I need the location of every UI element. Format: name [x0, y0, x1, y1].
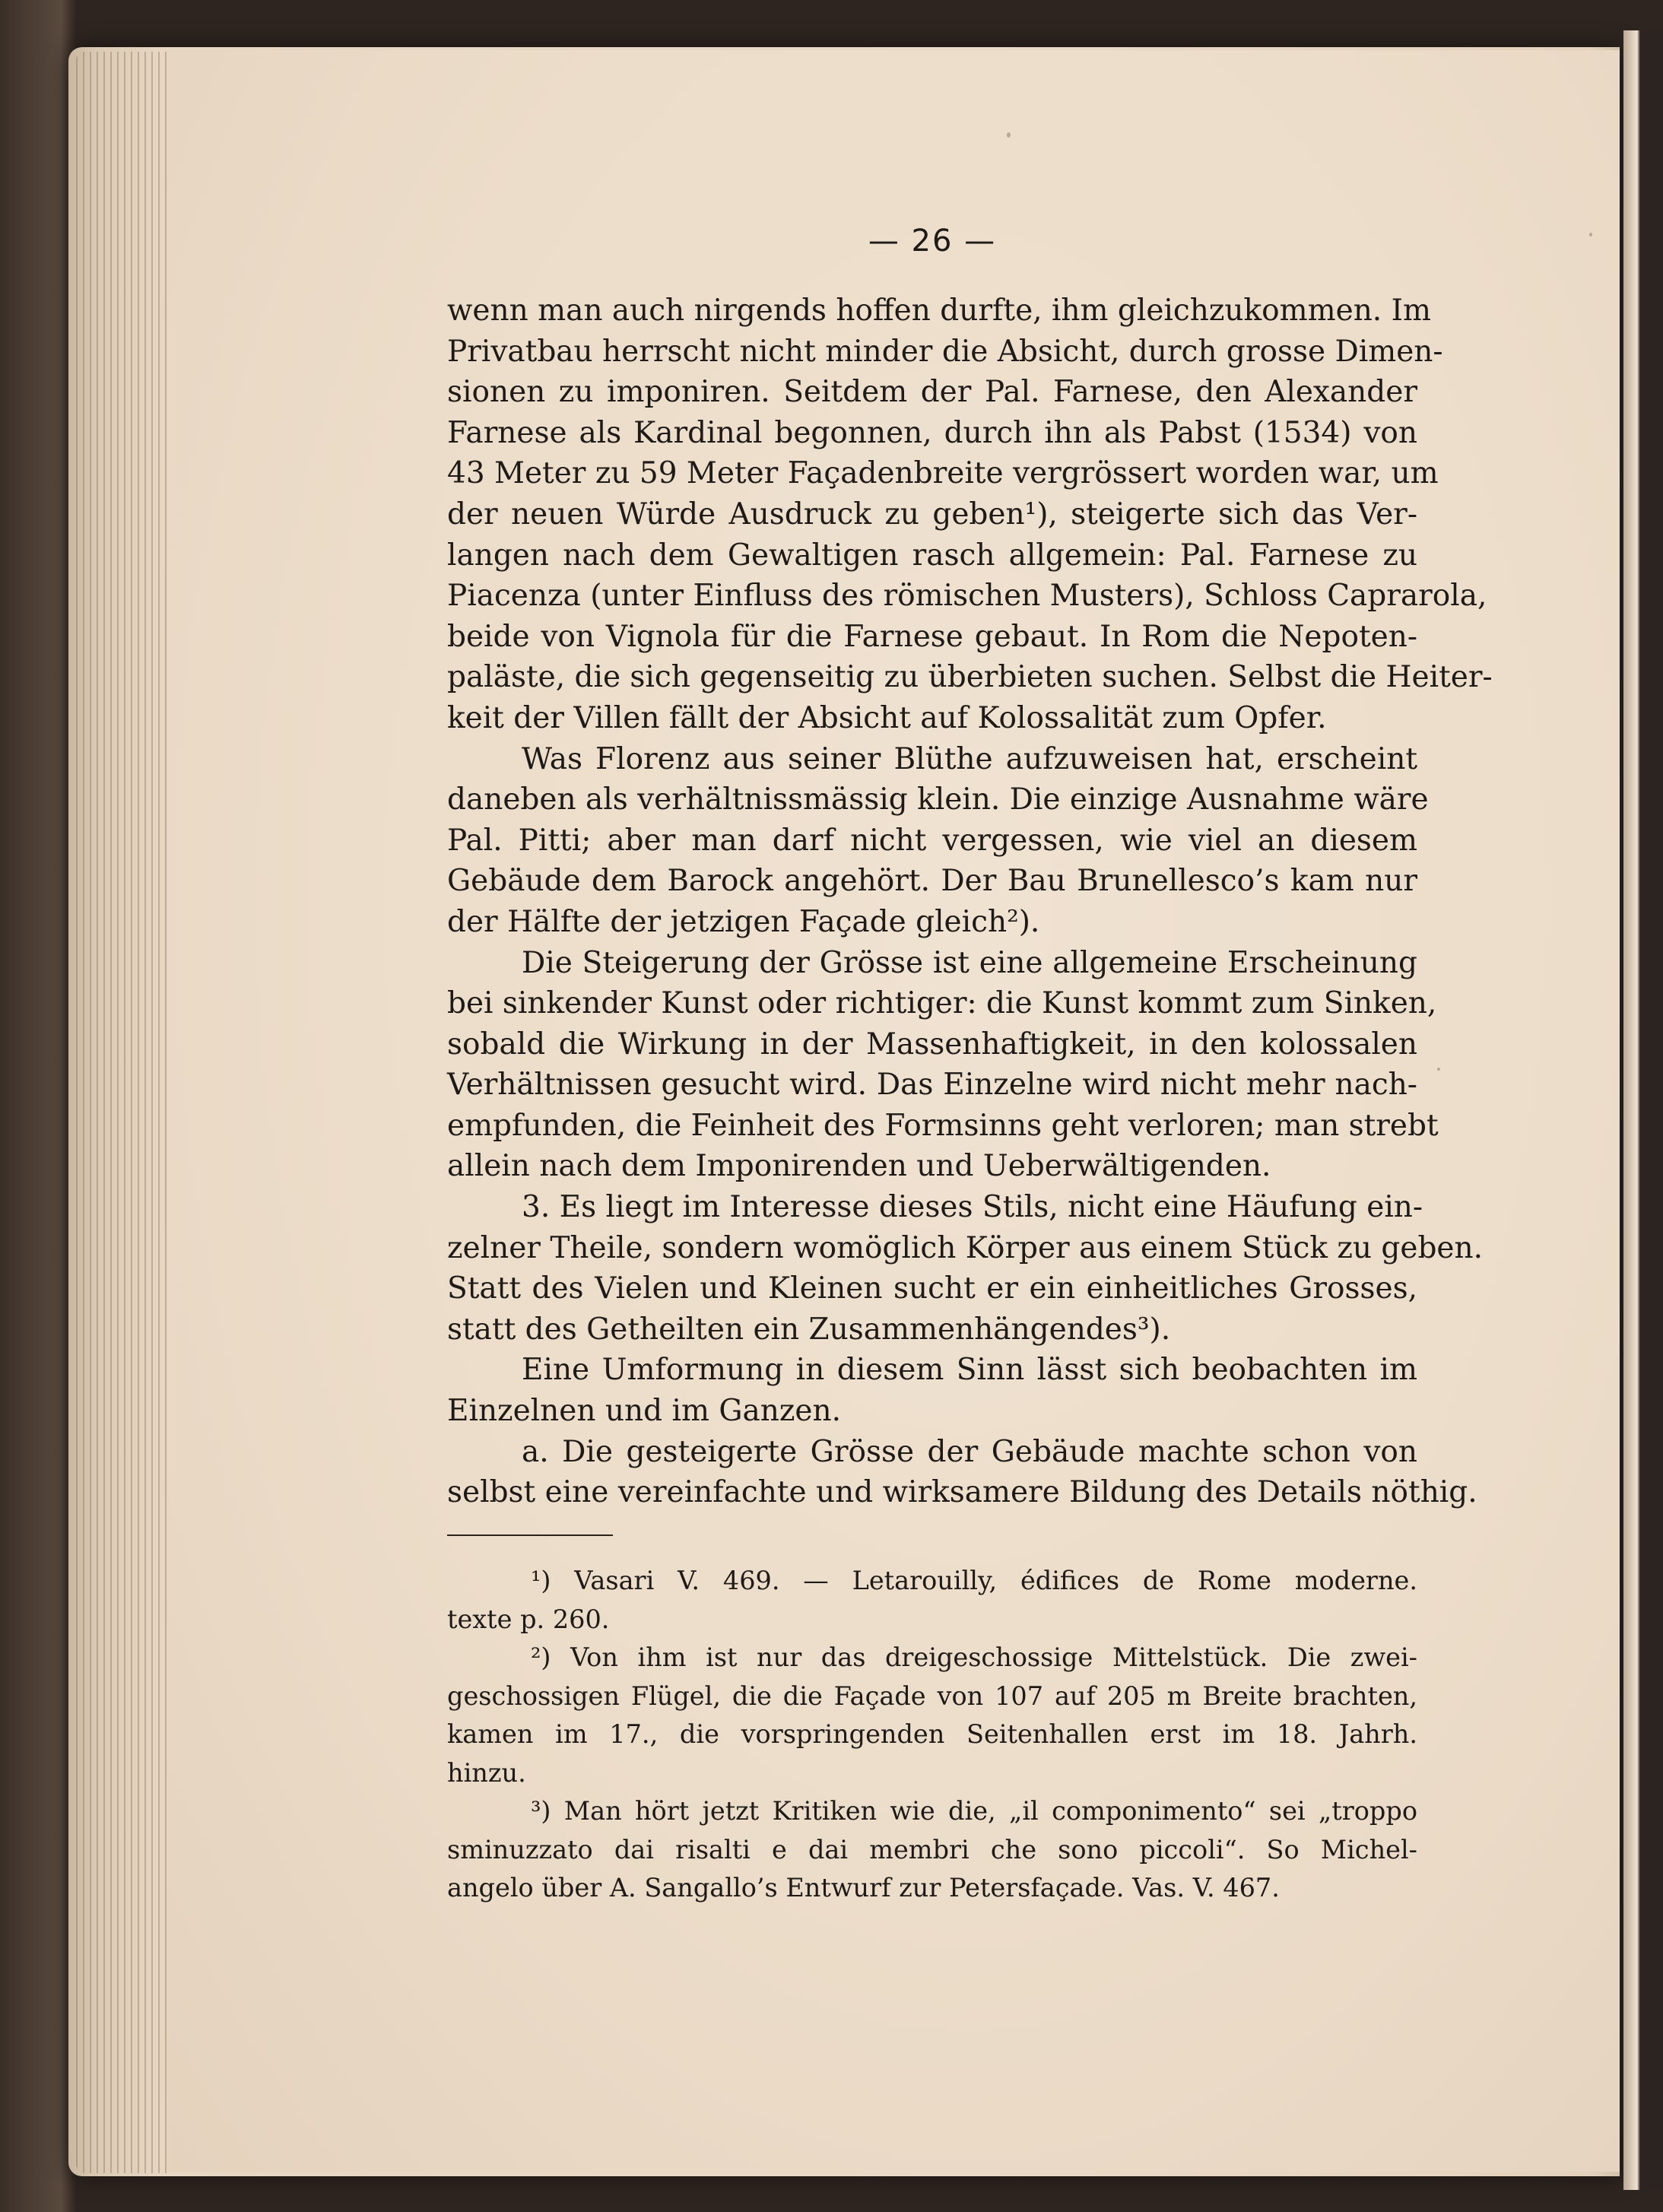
- text-line: Gebäude dem Barock angehört. Der Bau Brunellesco’s kam nur: [447, 864, 1417, 899]
- text-line: der Hälfte der jetzigen Façade gleich²).: [447, 904, 1040, 939]
- body-text: [447, 290, 1493, 1513]
- text-line: Die Steigerung der Grösse ist eine allgemeine Erscheinung: [522, 945, 1417, 980]
- footnote-line: ¹) Vasari V. 469. — Letarouilly, édifices de Rome moderne.: [531, 1566, 1417, 1595]
- paper-speck: [1589, 233, 1592, 236]
- page-edges: [76, 52, 167, 2173]
- paper-speck: [1007, 132, 1011, 138]
- text-line: wenn man auch nirgends hoffen durfte, ihm gleichzukommen. Im: [447, 294, 1431, 328]
- text-line: keit der Villen fällt der Absicht auf Kolossalität zum Opfer.: [447, 700, 1327, 735]
- text-line: der neuen Würde Ausdruck zu geben¹), steigerte sich das Ver-: [447, 497, 1417, 532]
- text-line: langen nach dem Gewaltigen rasch allgemein: Pal. Farnese zu: [447, 538, 1417, 573]
- footnote-line: ²) Von ihm ist nur das dreigeschossige Mittelstück. Die zwei-: [531, 1642, 1417, 1672]
- text-line: allein nach dem Imponirenden und Ueberwältigenden.: [447, 1149, 1271, 1184]
- text-line: sobald die Wirkung in der Massenhaftigkeit, in den kolossalen: [447, 1027, 1417, 1062]
- text-line: Piacenza (unter Einfluss des römischen Musters), Schloss Caprarola,: [447, 579, 1487, 614]
- text-line: Einzelnen und im Ganzen.: [447, 1394, 841, 1429]
- footnote-line: ³) Man hört jetzt Kritiken wie die, „il componimento“ sei „troppo: [531, 1796, 1417, 1826]
- footnote-line: kamen im 17., die vorspringenden Seitenhallen erst im 18. Jahrh.: [447, 1719, 1417, 1749]
- adjacent-page-edge: [1623, 30, 1663, 2190]
- text-line: selbst eine vereinfachte und wirksamere Bildung des Details nöthig.: [447, 1475, 1477, 1510]
- text-line: 43 Meter zu 59 Meter Façadenbreite vergrössert worden war, um: [447, 456, 1439, 491]
- text-line: Was Florenz aus seiner Blüthe aufzuweisen hat, erscheint: [522, 741, 1417, 776]
- text-line: Statt des Vielen und Kleinen sucht er ein einheitliches Grosses,: [447, 1271, 1417, 1306]
- text-line: bei sinkender Kunst oder richtiger: die Kunst kommt zum Sinken,: [447, 986, 1437, 1021]
- page-number: — 26 —: [868, 224, 997, 259]
- text-line: statt des Getheilten ein Zusammenhängendes³).: [447, 1312, 1171, 1347]
- footnote-line: hinzu.: [447, 1757, 526, 1788]
- paper-speck: [1437, 1068, 1440, 1071]
- text-line: zelner Theile, sondern womöglich Körper aus einem Stück zu geben.: [447, 1230, 1484, 1265]
- text-line: a. Die gesteigerte Grösse der Gebäude machte schon von: [522, 1434, 1417, 1469]
- text-line: 3. Es liegt im Interesse dieses Stils, nicht eine Häufung ein-: [522, 1190, 1423, 1225]
- text-line: daneben als verhältnissmässig klein. Die einzige Ausnahme wäre: [447, 782, 1429, 817]
- text-line: Pal. Pitti; aber man darf nicht vergessen, wie viel an diesem: [447, 823, 1417, 858]
- footnote-rule: [447, 1534, 613, 1536]
- text-line: Farnese als Kardinal begonnen, durch ihn als Pabst (1534) von: [447, 415, 1417, 450]
- text-line: paläste, die sich gegenseitig zu überbieten suchen. Selbst die Heiter-: [447, 660, 1493, 695]
- text-line: sionen zu imponiren. Seitdem der Pal. Farnese, den Alexander: [447, 375, 1417, 410]
- text-line: Verhältnissen gesucht wird. Das Einzelne wird nicht mehr nach-: [447, 1068, 1417, 1103]
- text-line: empfunden, die Feinheit des Formsinns geht verloren; man strebt: [447, 1108, 1439, 1143]
- footnote-line: angelo über A. Sangallo’s Entwurf zur Petersfaçade. Vas. V. 467.: [447, 1873, 1280, 1903]
- text-line: Privatbau herrscht nicht minder die Absicht, durch grosse Dimen-: [447, 334, 1443, 369]
- footnotes: [447, 1562, 1417, 1908]
- text-line: Eine Umformung in diesem Sinn lässt sich beobachten im: [522, 1353, 1417, 1388]
- footnote-line: texte p. 260.: [447, 1604, 610, 1634]
- text-line: beide von Vignola für die Farnese gebaut. In Rom die Nepoten-: [447, 619, 1417, 654]
- footnote-line: geschossigen Flügel, die die Façade von 107 auf 205 m Breite brachten,: [447, 1680, 1417, 1711]
- footnote-line: sminuzzato dai risalti e dai membri che sono piccoli“. So Michel-: [447, 1834, 1417, 1864]
